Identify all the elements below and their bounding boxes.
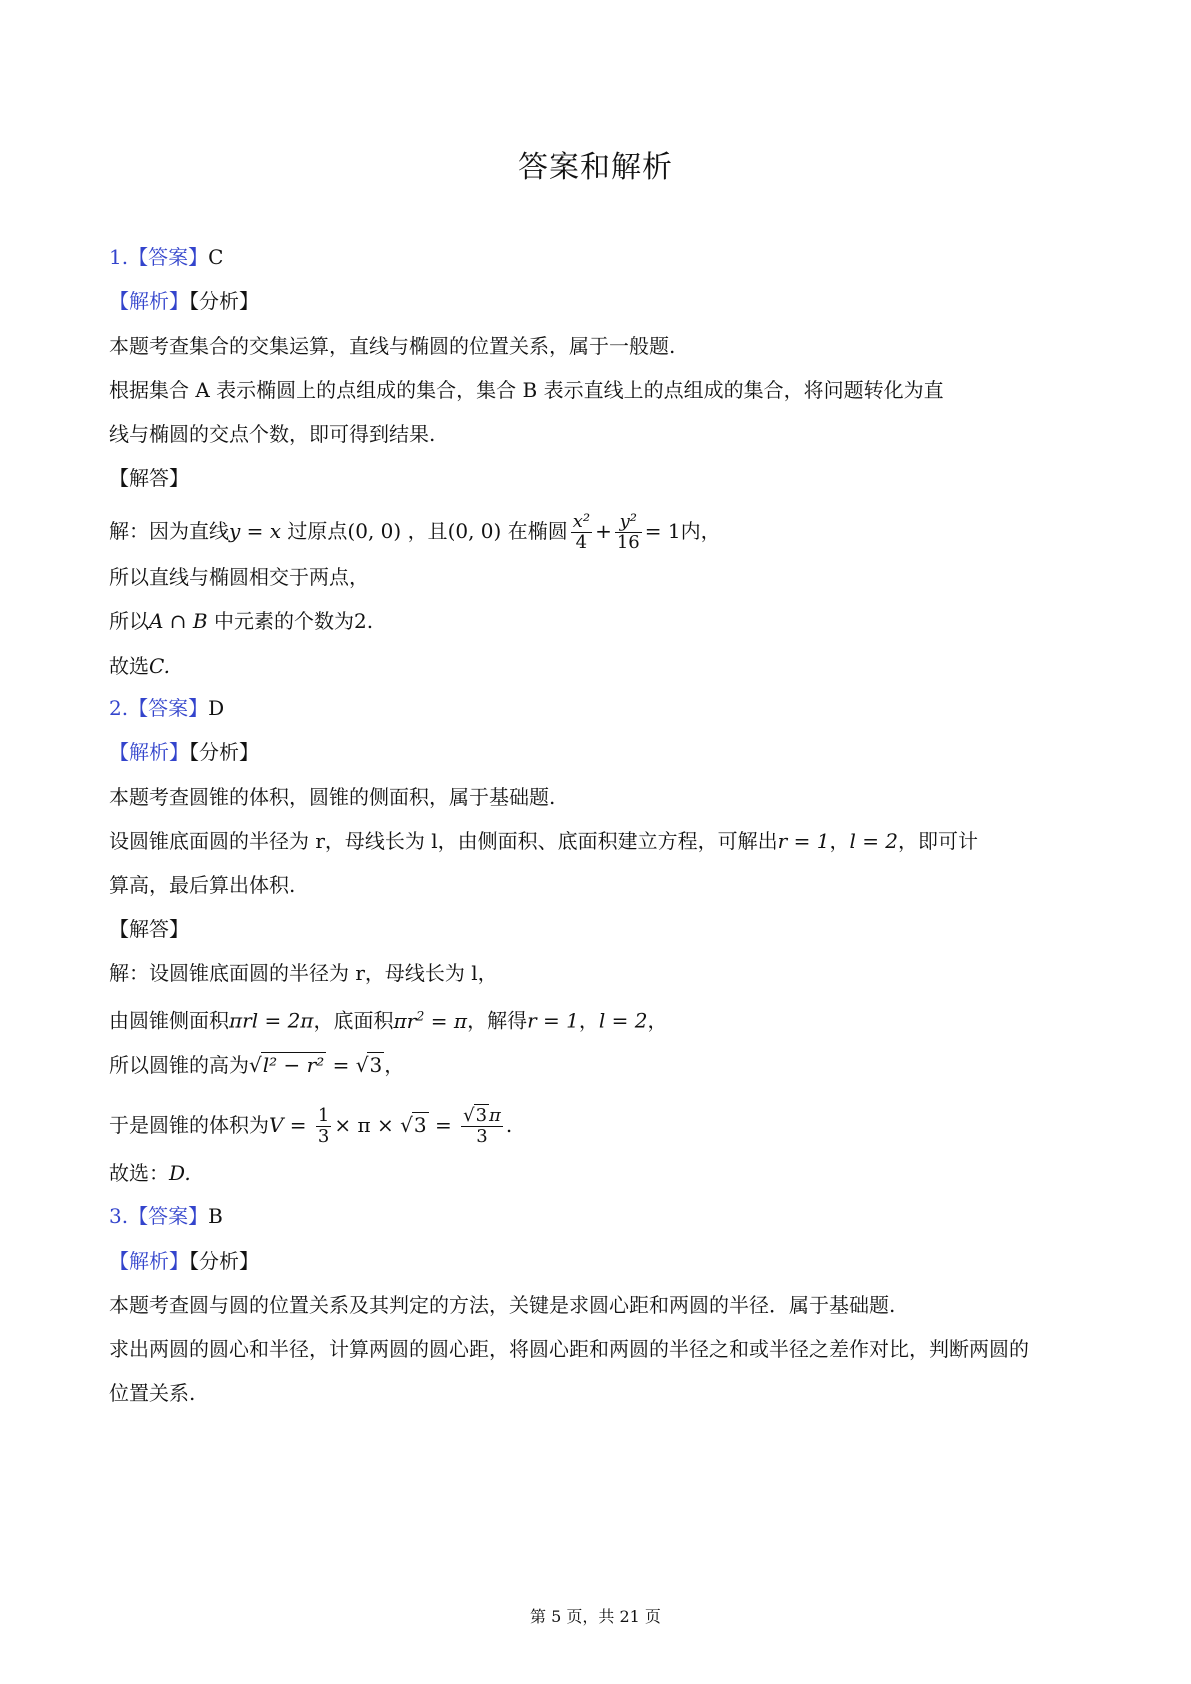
q2-analysis-r: r = 1 — [777, 829, 830, 853]
q2-s2-base — [393, 1009, 467, 1033]
q1-frac-y — [615, 512, 642, 553]
q1-solution-4 — [109, 651, 170, 681]
q2-s2-text-c: ，解得 — [467, 1008, 528, 1033]
q2-analysis-l: l = 2 — [849, 829, 899, 853]
q2-s4-times: × π × — [334, 1113, 394, 1137]
q2-analysis-1: 本题考查圆锥的体积，圆锥的侧面积，属于基础题. — [109, 785, 556, 809]
q1-s1-point2: (0, 0) — [447, 519, 502, 543]
q2-solution-1: 解：设圆锥底面圆的半径为 r，母线长为 l， — [109, 961, 498, 985]
q1-s4-choice: C. — [149, 654, 170, 678]
q2-fenxi-tag: 【分析】 — [189, 740, 259, 764]
q2-s5-text: 故选： — [109, 1161, 169, 1185]
q2-analysis-2 — [109, 826, 978, 856]
q1-answer: C — [208, 245, 224, 269]
q1-s3-text-a: 所以 — [109, 609, 149, 633]
q2-s3-tail: ， — [384, 1053, 405, 1077]
q2-solution-4 — [109, 1106, 512, 1147]
q3-answer-line — [109, 1201, 223, 1231]
q3-answer: B — [208, 1204, 223, 1228]
q3-jiexi-tag: 【解析】 — [109, 1249, 189, 1273]
q1-s4-text: 故选 — [109, 654, 149, 678]
page-title: 答案和解析 — [518, 150, 673, 185]
q1-analysis-2: 根据集合 A 表示椭圆上的点组成的集合，集合 B 表示直线上的点组成的集合，将问题转化为直 — [109, 378, 944, 402]
q2-s2-text-b: ，底面积 — [313, 1008, 394, 1033]
q2-s3-radicand3: 3 — [369, 1053, 383, 1077]
q1-eq-one: = 1 — [644, 519, 681, 543]
q2-s4-eq: = — [434, 1113, 452, 1137]
q3-fenxi-tag: 【分析】 — [189, 1249, 259, 1273]
q1-s3-value: 2. — [353, 609, 374, 633]
q2-s4-frac2 — [461, 1106, 503, 1147]
q2-s2-text-e: ， — [647, 1008, 668, 1033]
q2-s4-frac2-den: 3 — [476, 1126, 488, 1147]
q2-s4-frac2-radicand: 3 — [475, 1105, 488, 1126]
q1-jiexi-tag: 【解析】 — [109, 289, 189, 313]
q1-s3-text-b: 中元素的个数为 — [213, 609, 354, 633]
q2-analysis-2-tail: ，即可计 — [898, 829, 979, 853]
q1-s1-point1: (0, 0) — [347, 519, 402, 543]
q1-s1-text-d: 在椭圆 — [507, 519, 568, 543]
q1-frac-x-den: 4 — [575, 532, 588, 553]
q1-analysis-1: 本题考查集合的交集运算，直线与椭圆的位置关系，属于一般题. — [109, 334, 676, 358]
q3-number: 3. — [109, 1204, 129, 1228]
q1-s1-text-b: 过原点 — [287, 519, 348, 543]
q2-solution-2 — [109, 1002, 667, 1036]
q1-number: 1. — [109, 245, 129, 269]
q2-s4-sqrt: √3 — [400, 1113, 427, 1137]
q1-s1-line-eq: y = x — [229, 519, 282, 543]
q2-s4-text: 于是圆锥的体积为 — [109, 1113, 269, 1137]
q1-jiexi-line — [109, 286, 259, 316]
q1-frac-y-den: 16 — [616, 532, 640, 553]
q2-jiexi-line — [109, 737, 259, 767]
q1-solution-2: 所以直线与椭圆相交于两点， — [109, 565, 369, 589]
q1-jieda-tag: 【解答】 — [109, 466, 189, 490]
q1-frac-x-num: x² — [572, 511, 591, 532]
q2-number: 2. — [109, 696, 129, 720]
q2-s5-choice: D. — [169, 1161, 191, 1185]
q3-analysis-2: 求出两圆的圆心和半径，计算两圆的圆心距，将圆心距和两圆的半径之和或半径之差作对比，判断两圆的 — [109, 1337, 1029, 1361]
q2-s2-r: r = 1 — [527, 1008, 579, 1033]
q2-analysis-3: 算高，最后算出体积. — [109, 873, 296, 897]
q1-answer-tag: 【答案】 — [128, 245, 209, 269]
q2-s4-frac1-den: 3 — [317, 1126, 330, 1147]
q1-plus: + — [595, 519, 612, 543]
q1-s3-math: A ∩ B — [149, 609, 208, 633]
q2-s3-radicand: l² − r² — [262, 1053, 325, 1077]
page-footer: 第 5 页，共 21 页 — [530, 1607, 661, 1626]
q1-answer-line — [109, 242, 223, 272]
q2-s3-sqrt: √l² − r² — [249, 1053, 325, 1077]
q1-solution-1 — [109, 512, 721, 553]
q3-analysis-1: 本题考查圆与圆的位置关系及其判定的方法，关键是求圆心距和两圆的半径．属于基础题. — [109, 1293, 896, 1317]
q2-solution-5 — [109, 1158, 191, 1188]
q2-s3-sqrt3: √3 — [355, 1053, 383, 1077]
q2-s4-frac1-num: 1 — [317, 1105, 330, 1126]
q1-solution-3 — [109, 606, 373, 636]
q2-s2-text-a: 由圆锥侧面积 — [109, 1008, 229, 1033]
q2-s4-frac2-num — [461, 1106, 503, 1127]
q2-s2-base-sup: 2 — [416, 1009, 425, 1024]
q3-jiexi-line — [109, 1246, 259, 1276]
q2-s4-frac2-pi: π — [489, 1105, 501, 1126]
q2-s2-base-b: = π — [424, 1008, 468, 1033]
q1-s1-text-a: 解：因为直线 — [109, 519, 229, 543]
q2-s3-text: 所以圆锥的高为 — [109, 1053, 249, 1077]
q2-jiexi-tag: 【解析】 — [109, 740, 189, 764]
q2-answer: D — [208, 696, 225, 720]
q1-fenxi-tag: 【分析】 — [189, 289, 259, 313]
q2-s4-v: V = — [269, 1113, 307, 1137]
q2-analysis-sep: ， — [829, 829, 850, 853]
q2-s4-end: . — [505, 1113, 513, 1137]
q2-solution-3 — [109, 1050, 404, 1080]
q3-analysis-3: 位置关系. — [109, 1381, 196, 1405]
q2-s4-frac1 — [316, 1106, 331, 1147]
q2-s3-eq: = — [332, 1053, 350, 1077]
q2-s2-l: l = 2 — [598, 1008, 648, 1033]
q2-s2-lateral: πrl = 2π — [229, 1008, 314, 1033]
q3-answer-tag: 【答案】 — [128, 1204, 209, 1228]
q2-s2-text-d: ， — [578, 1008, 599, 1033]
q2-s2-base-a: πr — [393, 1008, 417, 1033]
q1-s1-text-c: ，且 — [407, 519, 448, 543]
q1-frac-x — [571, 512, 592, 553]
q1-s1-text-e: 内， — [680, 519, 721, 543]
q1-frac-y-num: y² — [615, 512, 642, 533]
q2-jieda-tag: 【解答】 — [109, 917, 189, 941]
q2-s4-radicand: 3 — [413, 1113, 427, 1137]
q2-s4-frac2-sqrt: √3 — [463, 1105, 488, 1126]
q2-answer-tag: 【答案】 — [128, 696, 209, 720]
q2-answer-line — [109, 693, 224, 723]
q1-analysis-3: 线与椭圆的交点个数，即可得到结果. — [109, 422, 436, 446]
q2-analysis-2-text: 设圆锥底面圆的半径为 r，母线长为 l，由侧面积、底面积建立方程，可解出 — [109, 829, 778, 853]
